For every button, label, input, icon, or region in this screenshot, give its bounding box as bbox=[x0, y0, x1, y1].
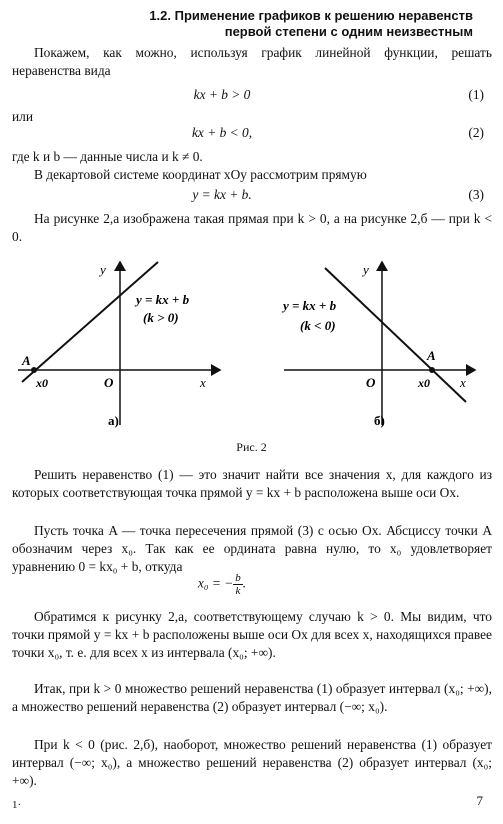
line-equation-number: (3) bbox=[468, 187, 484, 202]
x0-formula-numerator: b bbox=[235, 572, 241, 584]
x0-formula-fraction bbox=[233, 572, 243, 597]
or-word: или bbox=[12, 109, 34, 124]
inequality-2-expr: kx + b < 0, bbox=[191, 125, 253, 140]
inequality-2-number: (2) bbox=[468, 125, 484, 140]
graph-b-x0-label: x0 bbox=[418, 376, 430, 390]
cartesian-text: В декартовой системе координат xOy рассмотрим прямую bbox=[34, 167, 367, 182]
heading-line-2: первой степени с одним неизвестным bbox=[224, 24, 473, 39]
graph-a-origin-label: O bbox=[104, 375, 114, 390]
inequality-1-expr: kx + b > 0 bbox=[193, 87, 251, 102]
x0-formula-lhs: x₀ = − bbox=[197, 575, 234, 591]
graph-a bbox=[18, 262, 220, 428]
graph-b-sublabel: б) bbox=[374, 413, 385, 428]
graph-b bbox=[281, 262, 475, 428]
graph-a-point-a bbox=[31, 367, 37, 373]
page-number: 7 bbox=[476, 793, 483, 808]
graph-a-equation: y = kx + b bbox=[136, 292, 190, 307]
paragraph-3: Обратимся к рисунку 2,а, соответствующему случаю k > 0. Мы видим, что точки прямой y = kx + b расположены выше оси Ox для всех x, находящихся правее точки x₀, т. е. для всех x из интервала (x₀; +∞). bbox=[12, 609, 492, 660]
graph-b-condition: (k < 0) bbox=[300, 318, 336, 333]
inequality-1-number: (1) bbox=[468, 87, 484, 102]
graph-a-sublabel: а) bbox=[108, 413, 119, 428]
intro-paragraph: Покажем, как можно, используя график линейной функции, решать неравенства вида bbox=[12, 45, 492, 78]
paragraph-2: Пусть точка A — точка пересечения прямой (3) с осью Ox. Абсциссу точки A обозначим через x₀. Так как ее ордината равна нулю, то x₀ удовлетворяет уравнению 0 = kx₀ + b, откуда bbox=[12, 523, 492, 574]
graph-a-point-label: A bbox=[22, 353, 31, 368]
section-heading bbox=[149, 8, 473, 40]
graph-b-line bbox=[325, 268, 466, 402]
figure-2 bbox=[0, 250, 503, 460]
where-text: где k и b — данные числа и k ≠ 0. bbox=[12, 149, 203, 164]
figure-intro: На рисунке 2,а изображена такая прямая при k > 0, а на рисунке 2,б — при k < 0. bbox=[12, 211, 492, 244]
footer-mark: 1· bbox=[12, 799, 22, 811]
graph-b-point-label: A bbox=[427, 348, 436, 363]
paragraph-1: Решить неравенство (1) — это значит найти все значения x, для каждого из которых соответствующая точка прямой y = kx + b расположена выше оси Ox. bbox=[12, 467, 492, 500]
paragraph-4: Итак, при k > 0 множество решений неравенства (1) образует интервал (x₀; +∞), а множество решений неравенства (2) образует интервал (−∞; x₀). bbox=[12, 681, 492, 714]
x0-formula-expr bbox=[12, 572, 432, 597]
paragraph-5: При k < 0 (рис. 2,б), наоборот, множество решений неравенства (1) образует интервал (−∞; x₀), а множество решений неравенства (2) образует интервал (x₀; +∞). bbox=[12, 737, 492, 788]
graph-a-line bbox=[22, 262, 158, 382]
x0-formula-tail: . bbox=[242, 575, 247, 591]
graph-a-x-label: x bbox=[200, 375, 206, 390]
heading-line-1: 1.2. Применение графиков к решению неравенств bbox=[149, 8, 473, 23]
graph-b-origin-label: O bbox=[366, 375, 376, 390]
graph-a-y-label: y bbox=[100, 262, 106, 277]
figure-caption: Рис. 2 bbox=[236, 440, 267, 454]
graph-b-point-a bbox=[429, 367, 435, 373]
graph-b-x-label: x bbox=[460, 375, 466, 390]
graph-a-condition: (k > 0) bbox=[143, 310, 179, 325]
graph-b-y-label: y bbox=[363, 262, 369, 277]
graph-a-x0-label: x0 bbox=[36, 376, 48, 390]
x0-formula-denominator: k bbox=[235, 585, 241, 597]
line-equation-expr: y = kx + b. bbox=[192, 187, 252, 202]
graph-b-equation: y = kx + b bbox=[283, 298, 337, 313]
